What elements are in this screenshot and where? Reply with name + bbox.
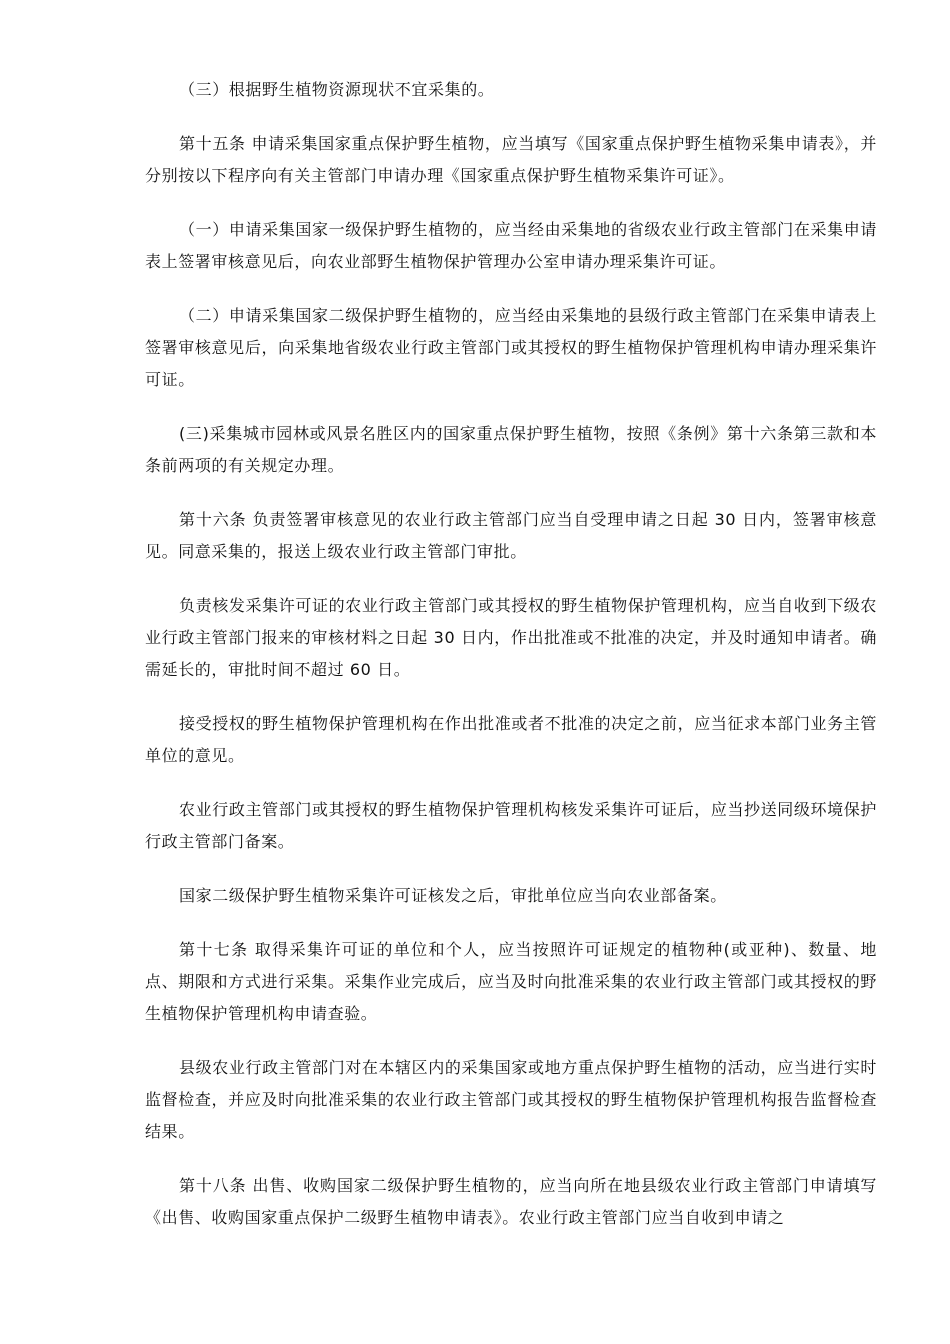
paragraph-item-3b: (三)采集城市园林或风景名胜区内的国家重点保护野生植物，按照《条例》第十六条第三款和本条前两项的有关规定办理。	[145, 424, 877, 475]
paragraph-item-2: （二）申请采集国家二级保护野生植物的，应当经由采集地的县级行政主管部门在采集申请表上签署审核意见后，向采集地省级农业行政主管部门或其授权的野生植物保护管理机构申请办理采集许可证。	[145, 306, 877, 389]
paragraph-item-3: （三）根据野生植物资源现状不宜采集的。	[179, 80, 495, 99]
document-body	[145, 74, 877, 1256]
paragraph-authorized-agency: 接受授权的野生植物保护管理机构在作出批准或者不批准的决定之前，应当征求本部门业务主管单位的意见。	[145, 714, 877, 765]
paragraph-county-supervision: 县级农业行政主管部门对在本辖区内的采集国家或地方重点保护野生植物的活动，应当进行实时监督检查，并应及时向批准采集的农业行政主管部门或其授权的野生植物保护管理机构报告监督检查结果。	[145, 1058, 877, 1141]
paragraph-ministry-filing: 国家二级保护野生植物采集许可证核发之后，审批单位应当向农业部备案。	[179, 886, 727, 905]
article-15-paragraph: 第十五条 申请采集国家重点保护野生植物，应当填写《国家重点保护野生植物采集申请表》，并分别按以下程序向有关主管部门申请办理《国家重点保护野生植物采集许可证》。	[145, 134, 877, 185]
paragraph-approval-deadline: 负责核发采集许可证的农业行政主管部门或其授权的野生植物保护管理机构，应当自收到下级农业行政主管部门报来的审核材料之日起 30 日内，作出批准或不批准的决定，并及时通知申请者。确需延长的，审批时间不超过 60 日。	[145, 596, 877, 679]
paragraph-environment-filing: 农业行政主管部门或其授权的野生植物保护管理机构核发采集许可证后，应当抄送同级环境保护行政主管部门备案。	[145, 800, 877, 851]
article-18-paragraph: 第十八条 出售、收购国家二级保护野生植物的，应当向所在地县级农业行政主管部门申请填写《出售、收购国家重点保护二级野生植物申请表》。农业行政主管部门应当自收到申请之	[145, 1176, 877, 1227]
article-17-paragraph: 第十七条 取得采集许可证的单位和个人，应当按照许可证规定的植物种(或亚种)、数量、地点、期限和方式进行采集。采集作业完成后，应当及时向批准采集的农业行政主管部门或其授权的野生植物保护管理机构申请查验。	[145, 940, 877, 1023]
article-16-paragraph: 第十六条 负责签署审核意见的农业行政主管部门应当自受理申请之日起 30 日内，签署审核意见。同意采集的，报送上级农业行政主管部门审批。	[145, 510, 877, 561]
paragraph-item-1: （一）申请采集国家一级保护野生植物的，应当经由采集地的省级农业行政主管部门在采集申请表上签署审核意见后，向农业部野生植物保护管理办公室申请办理采集许可证。	[145, 220, 877, 271]
